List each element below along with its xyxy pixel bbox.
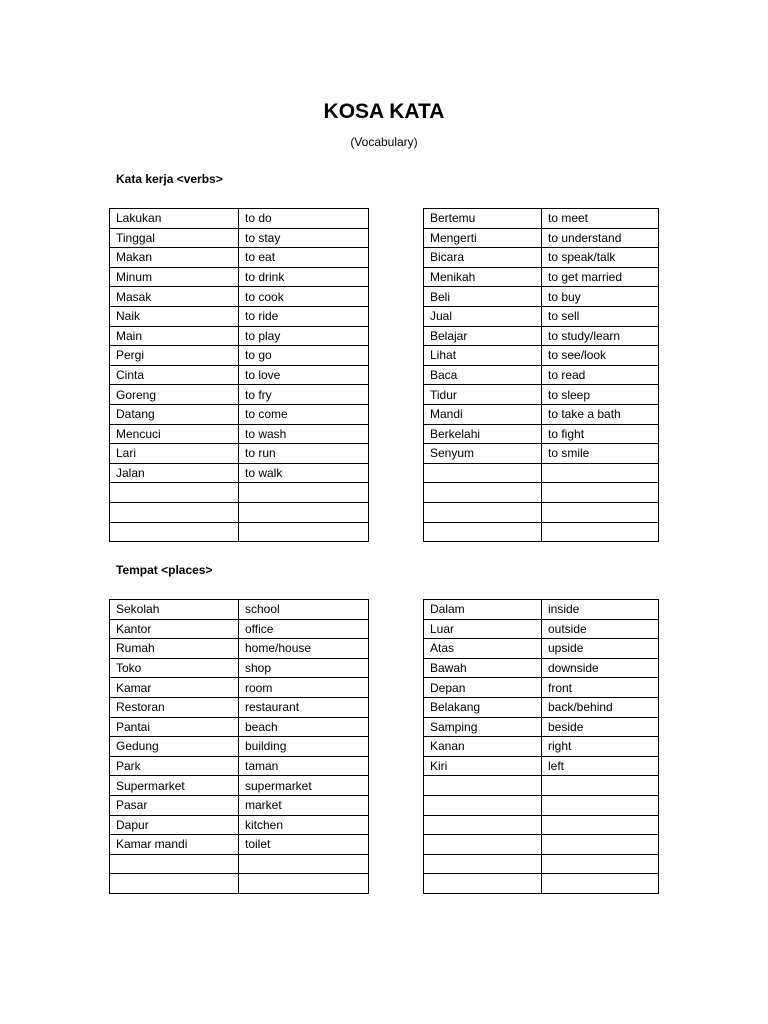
table-row [424,854,659,874]
english-meaning-cell: office [239,619,369,639]
indonesian-word-cell: Datang [110,404,239,424]
english-meaning-cell: left [542,756,659,776]
table-row [424,463,659,483]
table-row [424,365,659,385]
english-meaning-cell: to fry [239,385,369,405]
indonesian-word-cell: Dapur [110,815,239,835]
english-meaning-cell: toilet [239,835,369,855]
table-row [110,502,369,522]
english-meaning-cell: to take a bath [542,404,659,424]
indonesian-word-cell: Mencuci [110,424,239,444]
table-row [110,854,369,874]
table-row [110,404,369,424]
table-row [110,385,369,405]
table-row [110,228,369,248]
table-row [110,326,369,346]
page-title: KOSA KATA [323,100,445,123]
english-meaning-cell: to meet [542,209,659,229]
indonesian-word-cell: Bertemu [424,209,542,229]
places-table-right [423,599,659,894]
indonesian-word-cell: Tidur [424,385,542,405]
table-row [110,522,369,542]
table-row [110,267,369,287]
english-meaning-cell: to love [239,365,369,385]
indonesian-word-cell: Kiri [424,756,542,776]
table-row [424,639,659,659]
english-meaning-cell [542,815,659,835]
indonesian-word-cell: Cinta [110,365,239,385]
indonesian-word-cell [424,463,542,483]
indonesian-word-cell: Naik [110,306,239,326]
indonesian-word-cell: Senyum [424,444,542,464]
verbs-table-right [423,208,659,542]
table-row [424,404,659,424]
english-meaning-cell: downside [542,658,659,678]
english-meaning-cell: supermarket [239,776,369,796]
indonesian-word-cell: Kantor [110,619,239,639]
indonesian-word-cell: Dalam [424,600,542,620]
indonesian-word-cell: Mengerti [424,228,542,248]
table-row [424,658,659,678]
table-row [110,306,369,326]
indonesian-word-cell: Bawah [424,658,542,678]
indonesian-word-cell [110,502,239,522]
english-meaning-cell: inside [542,600,659,620]
english-meaning-cell: home/house [239,639,369,659]
english-meaning-cell: building [239,737,369,757]
english-meaning-cell [542,835,659,855]
english-meaning-cell: to eat [239,248,369,268]
english-meaning-cell [542,795,659,815]
english-meaning-cell: to speak/talk [542,248,659,268]
english-meaning-cell: to fight [542,424,659,444]
places-section-label: Tempat <places> [116,563,213,577]
table-row [110,737,369,757]
english-meaning-cell [542,874,659,894]
table-row [110,874,369,894]
english-meaning-cell: to drink [239,267,369,287]
indonesian-word-cell: Masak [110,287,239,307]
table-row [424,717,659,737]
indonesian-word-cell [110,854,239,874]
table-row [424,483,659,503]
english-meaning-cell [542,463,659,483]
indonesian-word-cell: Samping [424,717,542,737]
english-meaning-cell: beside [542,717,659,737]
english-meaning-cell: back/behind [542,697,659,717]
table-row [424,737,659,757]
english-meaning-cell: to study/learn [542,326,659,346]
indonesian-word-cell [110,483,239,503]
english-meaning-cell: school [239,600,369,620]
table-row [424,874,659,894]
english-meaning-cell: right [542,737,659,757]
table-row [424,619,659,639]
table-row [424,424,659,444]
english-meaning-cell: to run [239,444,369,464]
english-meaning-cell [542,502,659,522]
english-meaning-cell [239,874,369,894]
indonesian-word-cell: Toko [110,658,239,678]
english-meaning-cell: to walk [239,463,369,483]
english-meaning-cell [239,483,369,503]
table-row [424,228,659,248]
english-meaning-cell: upside [542,639,659,659]
english-meaning-cell [239,502,369,522]
english-meaning-cell: to cook [239,287,369,307]
english-meaning-cell: to wash [239,424,369,444]
indonesian-word-cell: Kamar [110,678,239,698]
indonesian-word-cell: Mandi [424,404,542,424]
table-row [110,815,369,835]
english-meaning-cell: to get married [542,267,659,287]
english-meaning-cell: to read [542,365,659,385]
table-row [110,717,369,737]
table-row [110,678,369,698]
table-row [424,835,659,855]
indonesian-word-cell: Goreng [110,385,239,405]
table-row [110,424,369,444]
table-row [424,444,659,464]
english-meaning-cell: front [542,678,659,698]
indonesian-word-cell: Park [110,756,239,776]
table-row [424,248,659,268]
english-meaning-cell: to stay [239,228,369,248]
places-table-left [109,599,369,894]
indonesian-word-cell: Menikah [424,267,542,287]
english-meaning-cell: restaurant [239,697,369,717]
table-row [110,287,369,307]
english-meaning-cell [542,483,659,503]
indonesian-word-cell: Jalan [110,463,239,483]
english-meaning-cell: to ride [239,306,369,326]
indonesian-word-cell [424,815,542,835]
verbs-table-left [109,208,369,542]
indonesian-word-cell [424,835,542,855]
table-row [424,267,659,287]
indonesian-word-cell: Atas [424,639,542,659]
table-row [110,835,369,855]
table-row [110,795,369,815]
indonesian-word-cell: Sekolah [110,600,239,620]
english-meaning-cell: outside [542,619,659,639]
indonesian-word-cell: Minum [110,267,239,287]
english-meaning-cell [542,522,659,542]
table-row [424,815,659,835]
table-row [424,776,659,796]
table-row [424,346,659,366]
english-meaning-cell: taman [239,756,369,776]
english-meaning-cell [542,776,659,796]
english-meaning-cell: to do [239,209,369,229]
indonesian-word-cell [424,795,542,815]
indonesian-word-cell: Tinggal [110,228,239,248]
english-meaning-cell [239,522,369,542]
indonesian-word-cell [424,776,542,796]
english-meaning-cell: market [239,795,369,815]
english-meaning-cell: to go [239,346,369,366]
table-row [424,795,659,815]
english-meaning-cell: to sleep [542,385,659,405]
indonesian-word-cell: Makan [110,248,239,268]
indonesian-word-cell: Depan [424,678,542,698]
indonesian-word-cell [110,522,239,542]
table-row [424,209,659,229]
indonesian-word-cell: Lakukan [110,209,239,229]
table-row [110,619,369,639]
table-row [424,385,659,405]
english-meaning-cell: to see/look [542,346,659,366]
indonesian-word-cell [424,854,542,874]
indonesian-word-cell: Rumah [110,639,239,659]
english-meaning-cell: to sell [542,306,659,326]
indonesian-word-cell: Lihat [424,346,542,366]
indonesian-word-cell: Bicara [424,248,542,268]
table-row [110,209,369,229]
table-row [110,600,369,620]
indonesian-word-cell: Baca [424,365,542,385]
indonesian-word-cell [424,502,542,522]
table-row [110,756,369,776]
indonesian-word-cell: Pantai [110,717,239,737]
english-meaning-cell: to buy [542,287,659,307]
table-row [424,306,659,326]
indonesian-word-cell [110,874,239,894]
indonesian-word-cell: Pergi [110,346,239,366]
indonesian-word-cell: Pasar [110,795,239,815]
table-row [110,639,369,659]
indonesian-word-cell: Lari [110,444,239,464]
table-row [110,248,369,268]
indonesian-word-cell: Belajar [424,326,542,346]
table-row [110,776,369,796]
english-meaning-cell [239,854,369,874]
table-row [110,463,369,483]
indonesian-word-cell: Kanan [424,737,542,757]
english-meaning-cell: to come [239,404,369,424]
indonesian-word-cell: Jual [424,306,542,326]
english-meaning-cell: shop [239,658,369,678]
indonesian-word-cell: Gedung [110,737,239,757]
table-row [424,600,659,620]
table-row [110,346,369,366]
indonesian-word-cell: Luar [424,619,542,639]
english-meaning-cell: to smile [542,444,659,464]
english-meaning-cell: kitchen [239,815,369,835]
english-meaning-cell: room [239,678,369,698]
table-row [424,522,659,542]
table-row [424,287,659,307]
indonesian-word-cell: Main [110,326,239,346]
indonesian-word-cell [424,522,542,542]
english-meaning-cell: to play [239,326,369,346]
table-row [110,365,369,385]
table-row [424,326,659,346]
table-row [424,697,659,717]
table-row [424,678,659,698]
english-meaning-cell [542,854,659,874]
indonesian-word-cell: Supermarket [110,776,239,796]
table-row [110,697,369,717]
indonesian-word-cell: Restoran [110,697,239,717]
table-row [110,658,369,678]
verbs-section-label: Kata kerja <verbs> [116,172,223,186]
table-row [110,483,369,503]
table-row [110,444,369,464]
indonesian-word-cell: Kamar mandi [110,835,239,855]
table-row [424,756,659,776]
indonesian-word-cell [424,483,542,503]
indonesian-word-cell [424,874,542,894]
indonesian-word-cell: Belakang [424,697,542,717]
english-meaning-cell: to understand [542,228,659,248]
indonesian-word-cell: Beli [424,287,542,307]
indonesian-word-cell: Berkelahi [424,424,542,444]
page-subtitle: (Vocabulary) [350,135,418,149]
table-row [424,502,659,522]
english-meaning-cell: beach [239,717,369,737]
